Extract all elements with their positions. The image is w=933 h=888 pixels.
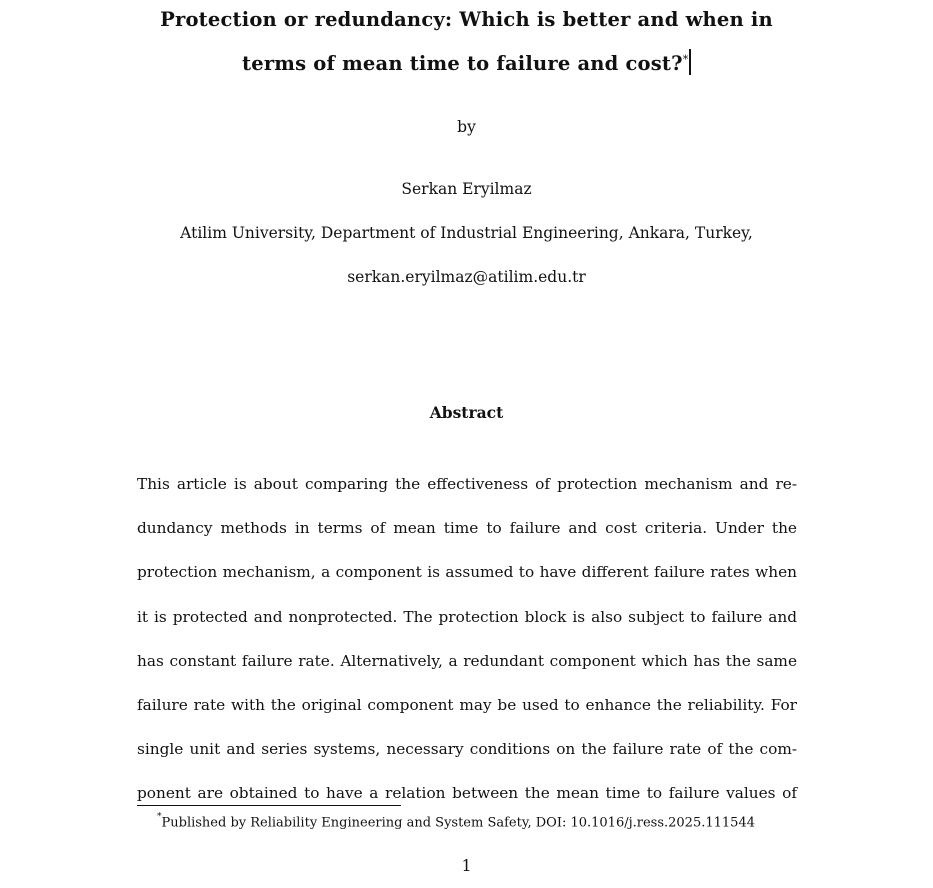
abstract-line: failure rate with the original component may be used to enhance the reliability. For xyxy=(137,695,797,714)
author-email: serkan.eryilmaz@atilim.edu.tr xyxy=(347,268,586,286)
footnote-rule xyxy=(137,805,401,806)
title-line-2-text: terms of mean time to failure and cost? xyxy=(242,52,683,75)
abstract-line: it is protected and nonprotected. The protection block is also subject to failure and xyxy=(137,607,797,626)
abstract-heading: Abstract xyxy=(429,403,504,422)
title-footnote-marker: * xyxy=(682,53,689,66)
abstract-line: protection mechanism, a component is assumed to have different failure rates when xyxy=(137,563,797,582)
author-name: Serkan Eryilmaz xyxy=(401,180,532,198)
abstract-line: ponent are obtained to have a relation between the mean time to failure values of xyxy=(137,784,797,803)
title-line-2 xyxy=(90,42,843,86)
footnote-marker: * xyxy=(157,812,162,822)
author-affiliation: Atilim University, Department of Industrial Engineering, Ankara, Turkey, xyxy=(180,224,753,242)
abstract-body xyxy=(137,462,797,816)
byline: by xyxy=(457,118,476,136)
abstract-line: This article is about comparing the effectiveness of protection mechanism and re- xyxy=(137,475,797,493)
paper-title xyxy=(90,0,843,86)
footnote xyxy=(157,810,755,832)
title-line-1: Protection or redundancy: Which is better and when in xyxy=(160,8,773,31)
text-cursor xyxy=(689,49,691,75)
footnote-text: Published by Reliability Engineering and System Safety, DOI: 10.1016/j.ress.2025.111544 xyxy=(161,815,755,831)
abstract-line: has constant failure rate. Alternatively, a redundant component which has the same xyxy=(137,651,797,670)
abstract-line: single unit and series systems, necessary conditions on the failure rate of the com- xyxy=(137,740,797,759)
page-number: 1 xyxy=(461,857,472,875)
abstract-line: dundancy methods in terms of mean time to failure and cost criteria. Under the xyxy=(137,519,797,538)
